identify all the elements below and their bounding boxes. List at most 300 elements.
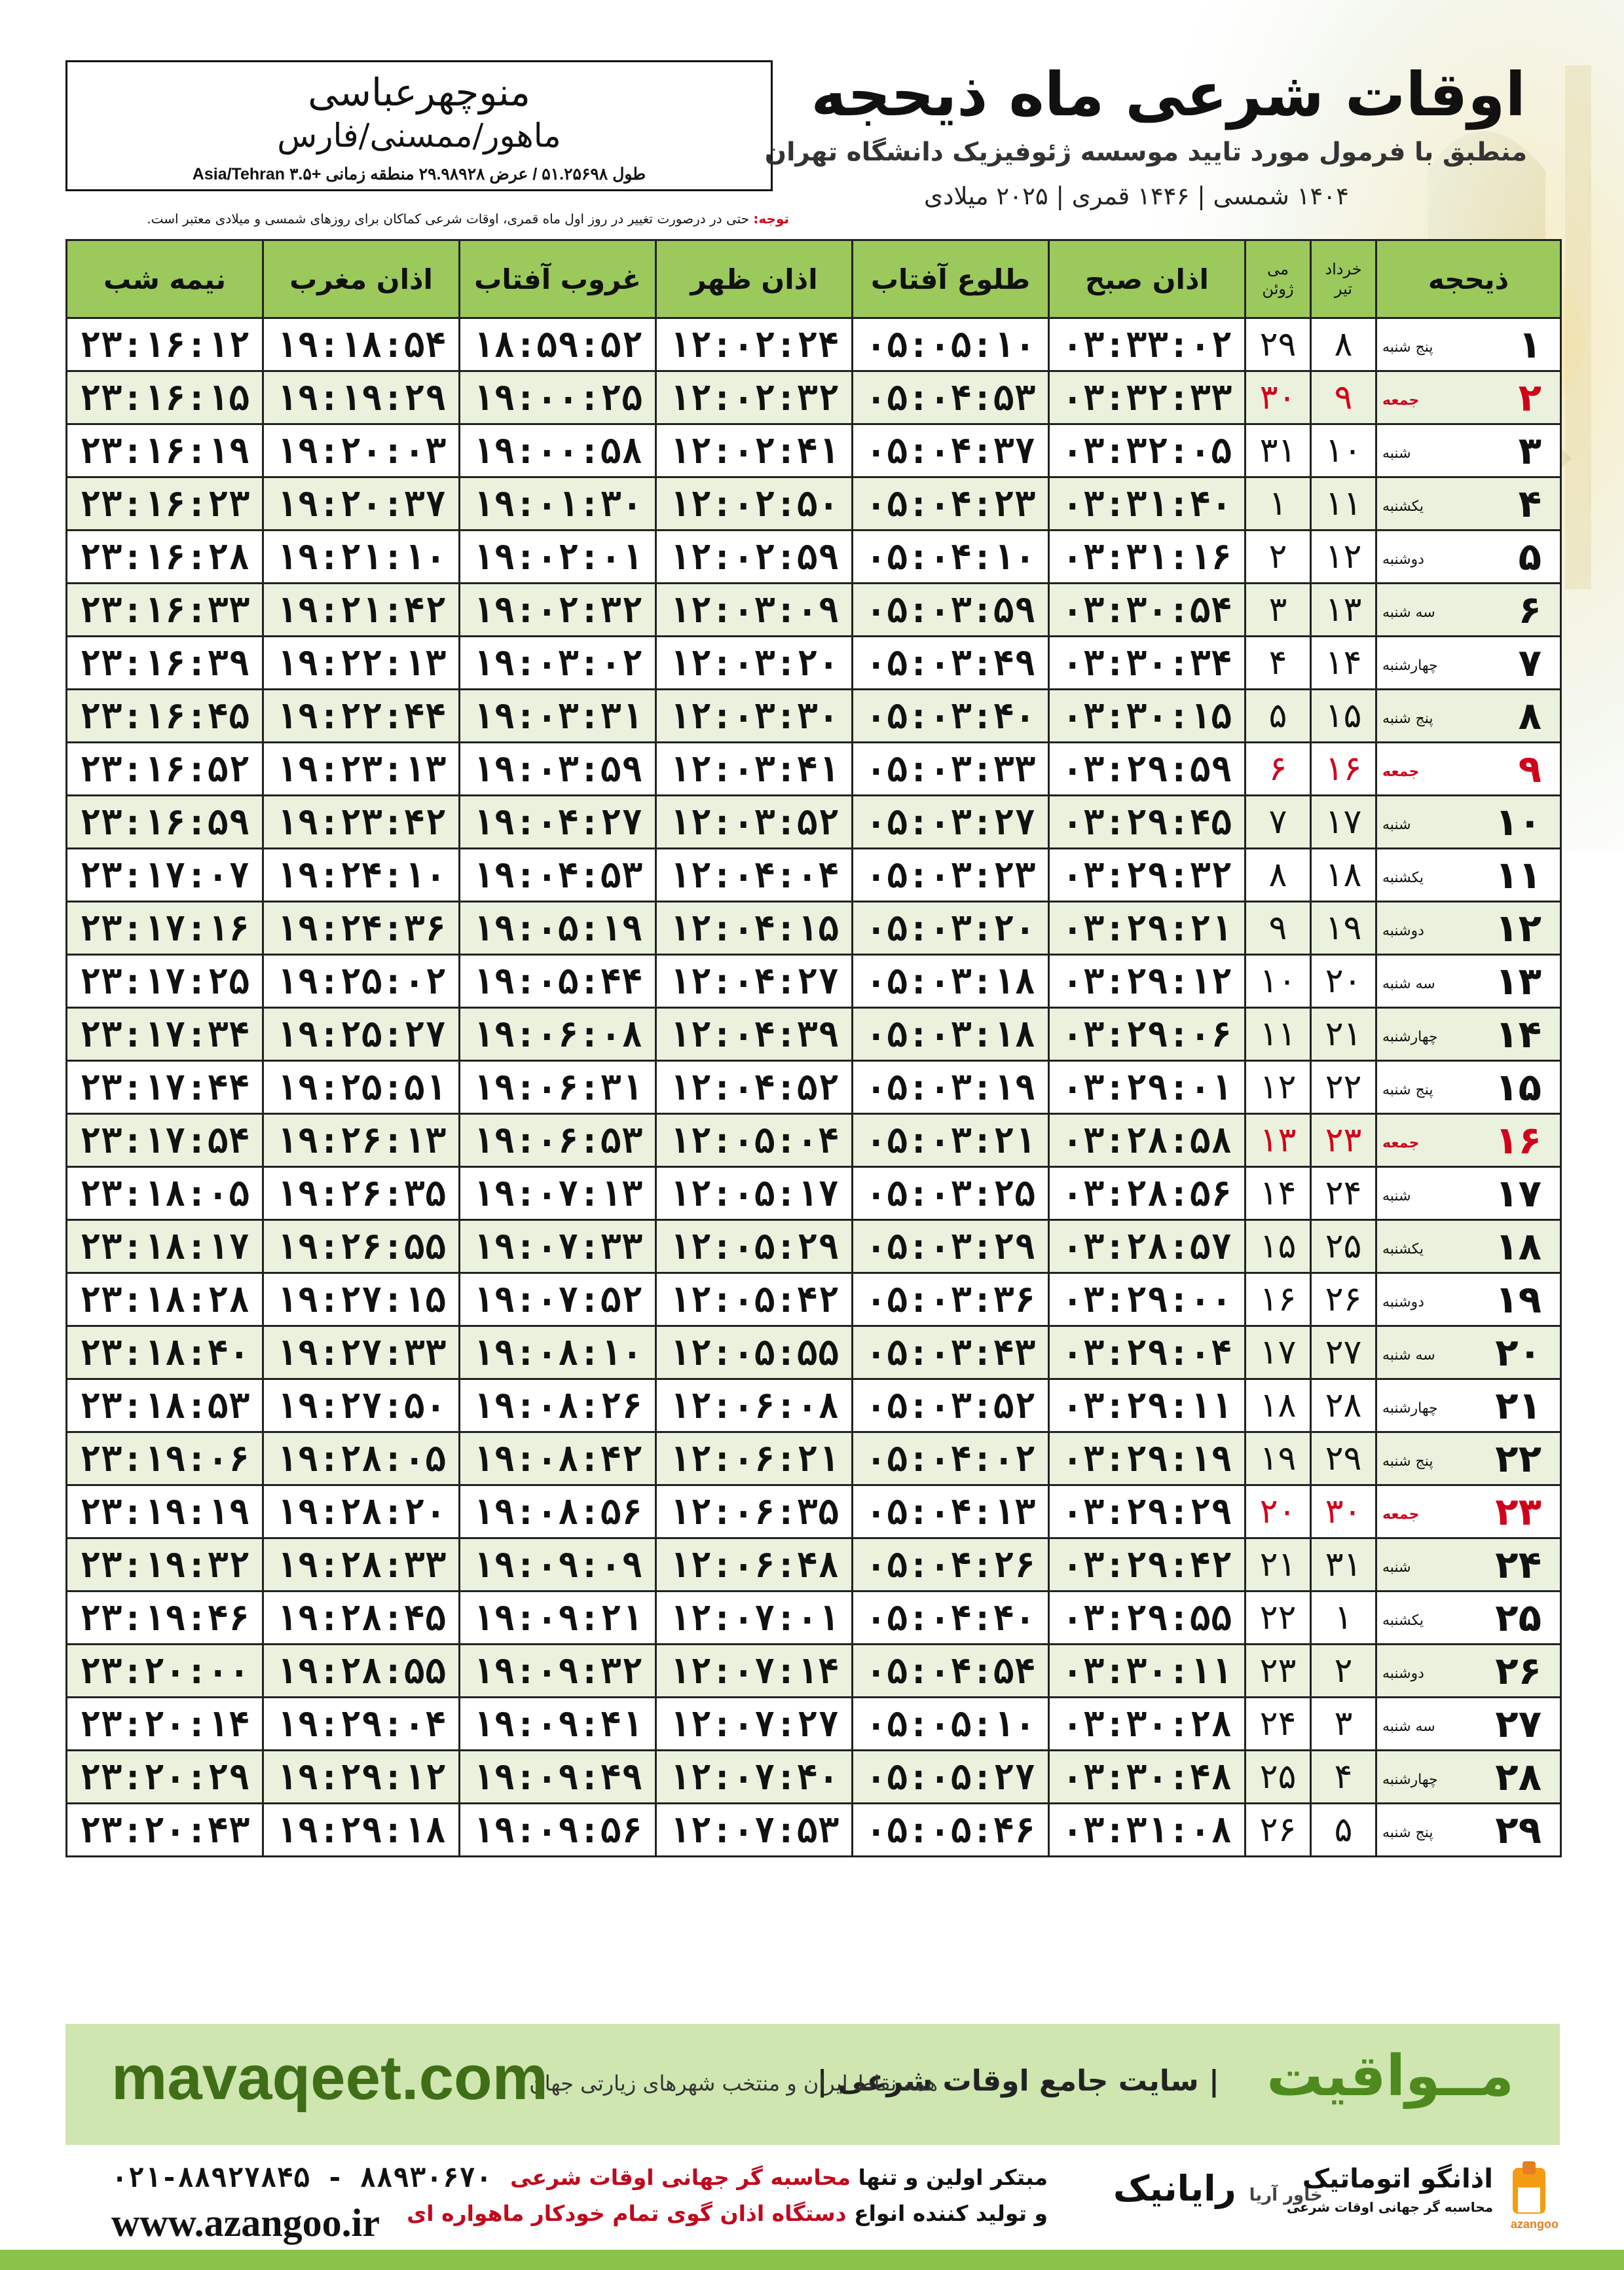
table-row xyxy=(67,743,1561,796)
weekday-label: چهارشنبه xyxy=(1382,1029,1438,1045)
fajr-cell: ۰۳:۲۹:۳۲ xyxy=(1049,849,1246,902)
location-box xyxy=(65,60,773,191)
sunrise-cell: ۰۵:۰۳:۲۹ xyxy=(853,1220,1049,1273)
hijri-day-number: ۸ xyxy=(1518,694,1541,738)
gregorian-day-cell: ۱ xyxy=(1246,477,1311,530)
shamsi-day-cell: ۱۱ xyxy=(1311,477,1376,530)
midnight-cell: ۲۳:۱۹:۰۶ xyxy=(67,1432,263,1485)
shamsi-day-cell: ۱۰ xyxy=(1311,424,1376,477)
midnight-cell: ۲۳:۱۸:۵۳ xyxy=(67,1379,263,1432)
sunset-cell: ۱۹:۰۳:۵۹ xyxy=(460,743,656,796)
hijri-day-number: ۲۲ xyxy=(1495,1436,1541,1481)
maghrib-cell: ۱۹:۲۶:۵۵ xyxy=(263,1220,460,1273)
table-row xyxy=(67,1326,1561,1379)
dhuhr-cell: ۱۲:۰۴:۱۵ xyxy=(656,902,853,955)
col-sunrise: طلوع آفتاب xyxy=(853,240,1049,318)
maghrib-cell: ۱۹:۲۸:۳۳ xyxy=(263,1538,460,1591)
table-row xyxy=(67,477,1561,530)
sunset-cell: ۱۹:۰۷:۱۳ xyxy=(460,1167,656,1220)
fajr-cell: ۰۳:۲۹:۱۹ xyxy=(1049,1432,1246,1485)
hijri-day-cell xyxy=(1376,424,1561,477)
hijri-day-number: ۱ xyxy=(1518,322,1541,367)
fajr-cell: ۰۳:۳۲:۰۵ xyxy=(1049,424,1246,477)
weekday-label: شنبه xyxy=(1382,445,1411,462)
fajr-cell: ۰۳:۳۰:۵۴ xyxy=(1049,584,1246,637)
fajr-cell: ۰۳:۲۹:۵۹ xyxy=(1049,743,1246,796)
midnight-cell: ۲۳:۱۸:۱۷ xyxy=(67,1220,263,1273)
hijri-day-number: ۲۰ xyxy=(1495,1330,1541,1375)
maghrib-cell: ۱۹:۱۸:۵۴ xyxy=(263,318,460,371)
col-dhuhr: اذان ظهر xyxy=(656,240,853,318)
sunrise-cell: ۰۵:۰۴:۵۳ xyxy=(853,371,1049,424)
hijri-day-cell xyxy=(1376,1220,1561,1273)
sunrise-cell: ۰۵:۰۴:۱۳ xyxy=(853,1485,1049,1538)
fajr-cell: ۰۳:۲۸:۵۸ xyxy=(1049,1114,1246,1167)
sunrise-cell: ۰۵:۰۵:۴۶ xyxy=(853,1804,1049,1857)
midnight-cell: ۲۳:۱۷:۲۵ xyxy=(67,955,263,1008)
dhuhr-cell: ۱۲:۰۳:۲۰ xyxy=(656,637,853,690)
fajr-cell: ۰۳:۲۸:۵۶ xyxy=(1049,1167,1246,1220)
shamsi-day-cell: ۲۲ xyxy=(1311,1061,1376,1114)
sunrise-cell: ۰۵:۰۳:۳۳ xyxy=(853,743,1049,796)
weekday-label: سه شنبه xyxy=(1382,605,1435,621)
dhuhr-cell: ۱۲:۰۵:۴۲ xyxy=(656,1273,853,1326)
table-row xyxy=(67,1485,1561,1538)
table-header-row xyxy=(67,240,1561,318)
dhuhr-cell: ۱۲:۰۲:۵۹ xyxy=(656,530,853,584)
sunrise-cell: ۰۵:۰۳:۲۳ xyxy=(853,849,1049,902)
gregorian-day-cell: ۱۷ xyxy=(1246,1326,1311,1379)
col-sunset: غروب آفتاب xyxy=(460,240,656,318)
midnight-cell: ۲۳:۱۶:۵۲ xyxy=(67,743,263,796)
gregorian-day-cell: ۸ xyxy=(1246,849,1311,902)
hijri-day-number: ۷ xyxy=(1518,641,1541,685)
hijri-day-number: ۲۶ xyxy=(1495,1648,1541,1693)
midnight-cell: ۲۳:۱۹:۳۲ xyxy=(67,1538,263,1591)
hijri-day-cell xyxy=(1376,1804,1561,1857)
dhuhr-cell: ۱۲:۰۳:۴۱ xyxy=(656,743,853,796)
weekday-label: جمعه xyxy=(1382,1506,1420,1523)
dhuhr-cell: ۱۲:۰۶:۰۸ xyxy=(656,1379,853,1432)
maghrib-cell: ۱۹:۲۱:۴۲ xyxy=(263,584,460,637)
gregorian-day-cell: ۲۰ xyxy=(1246,1485,1311,1538)
midnight-cell: ۲۳:۱۸:۲۸ xyxy=(67,1273,263,1326)
sunset-cell: ۱۹:۰۹:۵۶ xyxy=(460,1804,656,1857)
website-link[interactable]: www.azangoo.ir xyxy=(111,2201,380,2244)
maghrib-cell: ۱۹:۲۸:۵۵ xyxy=(263,1645,460,1698)
table-row xyxy=(67,1645,1561,1698)
site-url[interactable]: mavaqeet.com xyxy=(111,2043,548,2113)
sunrise-cell: ۰۵:۰۵:۱۰ xyxy=(853,1698,1049,1751)
table-row xyxy=(67,371,1561,424)
hijri-day-number: ۱۶ xyxy=(1495,1118,1541,1163)
midnight-cell: ۲۳:۱۶:۴۵ xyxy=(67,690,263,743)
table-row xyxy=(67,1061,1561,1114)
hijri-day-cell xyxy=(1376,1167,1561,1220)
sunrise-cell: ۰۵:۰۳:۱۸ xyxy=(853,955,1049,1008)
sunrise-cell: ۰۵:۰۵:۱۰ xyxy=(853,318,1049,371)
location-name: منوچهرعباسی xyxy=(308,70,530,115)
shamsi-day-cell: ۴ xyxy=(1311,1751,1376,1804)
dhuhr-cell: ۱۲:۰۳:۳۰ xyxy=(656,690,853,743)
weekday-label: جمعه xyxy=(1382,764,1420,780)
shamsi-day-cell: ۱۲ xyxy=(1311,530,1376,584)
dhuhr-cell: ۱۲:۰۲:۳۲ xyxy=(656,371,853,424)
hijri-day-cell xyxy=(1376,902,1561,955)
hijri-day-cell xyxy=(1376,1538,1561,1591)
brand-name: مــواقیت xyxy=(1266,2043,1514,2109)
sunrise-cell: ۰۵:۰۳:۵۲ xyxy=(853,1379,1049,1432)
gregorian-day-cell: ۲ xyxy=(1246,530,1311,584)
maghrib-cell: ۱۹:۲۳:۱۳ xyxy=(263,743,460,796)
hijri-day-cell xyxy=(1376,1008,1561,1061)
sunset-cell: ۱۹:۰۵:۴۴ xyxy=(460,955,656,1008)
table-row xyxy=(67,1008,1561,1061)
sunset-cell: ۱۹:۰۹:۴۹ xyxy=(460,1751,656,1804)
shamsi-day-cell: ۲۰ xyxy=(1311,955,1376,1008)
table-row xyxy=(67,690,1561,743)
dhuhr-cell: ۱۲:۰۳:۵۲ xyxy=(656,796,853,849)
maghrib-cell: ۱۹:۲۴:۳۶ xyxy=(263,902,460,955)
weekday-label: سه شنبه xyxy=(1382,1347,1435,1364)
shamsi-day-cell: ۲۱ xyxy=(1311,1008,1376,1061)
shamsi-day-cell: ۲۵ xyxy=(1311,1220,1376,1273)
hijri-day-cell xyxy=(1376,796,1561,849)
dhuhr-cell: ۱۲:۰۶:۴۸ xyxy=(656,1538,853,1591)
maghrib-cell: ۱۹:۲۸:۴۵ xyxy=(263,1591,460,1645)
maghrib-cell: ۱۹:۲۲:۴۴ xyxy=(263,690,460,743)
sunrise-cell: ۰۵:۰۳:۲۰ xyxy=(853,902,1049,955)
fajr-cell: ۰۳:۲۹:۰۱ xyxy=(1049,1061,1246,1114)
shamsi-day-cell: ۱۸ xyxy=(1311,849,1376,902)
fajr-cell: ۰۳:۳۰:۱۵ xyxy=(1049,690,1246,743)
shamsi-day-cell: ۱۵ xyxy=(1311,690,1376,743)
midnight-cell: ۲۳:۲۰:۰۰ xyxy=(67,1645,263,1698)
maghrib-cell: ۱۹:۲۲:۱۳ xyxy=(263,637,460,690)
gregorian-day-cell: ۲۱ xyxy=(1246,1538,1311,1591)
sunset-cell: ۱۹:۰۹:۲۱ xyxy=(460,1591,656,1645)
table-row xyxy=(67,1167,1561,1220)
dhuhr-cell: ۱۲:۰۴:۲۷ xyxy=(656,955,853,1008)
dhuhr-cell: ۱۲:۰۷:۴۰ xyxy=(656,1751,853,1804)
shamsi-day-cell: ۱۷ xyxy=(1311,796,1376,849)
fajr-cell: ۰۳:۲۸:۵۷ xyxy=(1049,1220,1246,1273)
weekday-label: چهارشنبه xyxy=(1382,1772,1438,1788)
hijri-day-cell xyxy=(1376,1326,1561,1379)
hijri-day-cell xyxy=(1376,1751,1561,1804)
sunset-cell: ۱۹:۰۲:۰۱ xyxy=(460,530,656,584)
weekday-label: پنج شنبه xyxy=(1382,711,1433,727)
midnight-cell: ۲۳:۱۷:۴۴ xyxy=(67,1061,263,1114)
shamsi-day-cell: ۸ xyxy=(1311,318,1376,371)
fajr-cell: ۰۳:۲۹:۵۵ xyxy=(1049,1591,1246,1645)
gregorian-day-cell: ۱۳ xyxy=(1246,1114,1311,1167)
midnight-cell: ۲۳:۱۶:۵۹ xyxy=(67,796,263,849)
dhuhr-cell: ۱۲:۰۵:۱۷ xyxy=(656,1167,853,1220)
midnight-cell: ۲۳:۱۸:۴۰ xyxy=(67,1326,263,1379)
fajr-cell: ۰۳:۳۰:۴۸ xyxy=(1049,1751,1246,1804)
notice-body: حتی در درصورت تغییر در روز اول ماه قمری، اوقات شرعی کماکان برای روزهای شمسی و میلادی معتبر است. xyxy=(147,211,754,227)
maghrib-cell: ۱۹:۲۶:۱۳ xyxy=(263,1114,460,1167)
gregorian-day-cell: ۲۶ xyxy=(1246,1804,1311,1857)
maghrib-cell: ۱۹:۲۸:۲۰ xyxy=(263,1485,460,1538)
midnight-cell: ۲۳:۱۶:۳۳ xyxy=(67,584,263,637)
weekday-label: سه شنبه xyxy=(1382,976,1435,992)
shamsi-day-cell: ۱ xyxy=(1311,1591,1376,1645)
table-body xyxy=(67,318,1561,1857)
azangoo-logo: اذانگو اتوماتیک محاسبه گر جهانی اوقات شرعی azangoo xyxy=(1310,2161,1559,2233)
sunset-cell: ۱۹:۰۶:۰۸ xyxy=(460,1008,656,1061)
shamsi-day-cell: ۲۳ xyxy=(1311,1114,1376,1167)
midnight-cell: ۲۳:۱۷:۵۴ xyxy=(67,1114,263,1167)
fajr-cell: ۰۳:۲۹:۲۱ xyxy=(1049,902,1246,955)
weekday-label: دوشنبه xyxy=(1382,551,1424,568)
sunrise-cell: ۰۵:۰۳:۳۶ xyxy=(853,1273,1049,1326)
midnight-cell: ۲۳:۱۶:۱۲ xyxy=(67,318,263,371)
hijri-day-number: ۱۵ xyxy=(1495,1065,1541,1109)
sunset-cell: ۱۹:۰۸:۱۰ xyxy=(460,1326,656,1379)
table-row xyxy=(67,1804,1561,1857)
hijri-day-number: ۶ xyxy=(1518,587,1541,632)
sunset-cell: ۱۹:۰۱:۳۰ xyxy=(460,477,656,530)
hijri-day-cell xyxy=(1376,318,1561,371)
hijri-day-cell xyxy=(1376,690,1561,743)
weekday-label: پنج شنبه xyxy=(1382,1825,1433,1841)
weekday-label: شنبه xyxy=(1382,1188,1411,1204)
sunset-cell: ۱۹:۰۶:۳۱ xyxy=(460,1061,656,1114)
hijri-day-number: ۱۴ xyxy=(1495,1012,1541,1056)
col-fajr: اذان صبح xyxy=(1049,240,1246,318)
shamsi-day-cell: ۲۴ xyxy=(1311,1167,1376,1220)
midnight-cell: ۲۳:۱۷:۱۶ xyxy=(67,902,263,955)
hijri-day-number: ۹ xyxy=(1518,747,1541,791)
page-subtitle: منطبق با فرمول مورد تایید موسسه ژئوفیزیک دانشگاه تهران xyxy=(764,138,1527,167)
table-row xyxy=(67,1751,1561,1804)
sunset-cell: ۱۹:۰۸:۵۶ xyxy=(460,1485,656,1538)
maghrib-cell: ۱۹:۲۷:۵۰ xyxy=(263,1379,460,1432)
gregorian-day-cell: ۲۵ xyxy=(1246,1751,1311,1804)
gregorian-day-cell: ۱۱ xyxy=(1246,1008,1311,1061)
maghrib-cell: ۱۹:۲۸:۰۵ xyxy=(263,1432,460,1485)
maghrib-cell: ۱۹:۲۰:۳۷ xyxy=(263,477,460,530)
table-row xyxy=(67,1273,1561,1326)
sunset-cell: ۱۹:۰۸:۴۲ xyxy=(460,1432,656,1485)
sunrise-cell: ۰۵:۰۵:۲۷ xyxy=(853,1751,1049,1804)
sunrise-cell: ۰۵:۰۴:۰۲ xyxy=(853,1432,1049,1485)
sunset-cell: ۱۹:۰۷:۵۲ xyxy=(460,1273,656,1326)
sunrise-cell: ۰۵:۰۴:۱۰ xyxy=(853,530,1049,584)
hijri-day-number: ۲۳ xyxy=(1495,1489,1541,1534)
shamsi-day-cell: ۱۶ xyxy=(1311,743,1376,796)
table-row xyxy=(67,1379,1561,1432)
gregorian-day-cell: ۲۳ xyxy=(1246,1645,1311,1698)
hijri-day-cell xyxy=(1376,743,1561,796)
fajr-cell: ۰۳:۳۲:۳۳ xyxy=(1049,371,1246,424)
table-row xyxy=(67,637,1561,690)
sunset-cell: ۱۹:۰۷:۳۳ xyxy=(460,1220,656,1273)
hijri-day-cell xyxy=(1376,1485,1561,1538)
weekday-label: جمعه xyxy=(1382,1135,1420,1151)
weekday-label: شنبه xyxy=(1382,817,1411,833)
calendar-years: ۱۴۰۴ شمسی | ۱۴۴۶ قمری | ۲۰۲۵ میلادی xyxy=(924,182,1349,210)
hijri-day-number: ۴ xyxy=(1518,481,1541,526)
sunrise-cell: ۰۵:۰۳:۲۷ xyxy=(853,796,1049,849)
notice-label: توجه: xyxy=(753,211,789,227)
sunset-cell: ۱۹:۰۹:۴۱ xyxy=(460,1698,656,1751)
sunset-cell: ۱۹:۰۹:۰۹ xyxy=(460,1538,656,1591)
dhuhr-cell: ۱۲:۰۴:۳۹ xyxy=(656,1008,853,1061)
hijri-day-number: ۲۹ xyxy=(1495,1808,1541,1852)
maghrib-cell: ۱۹:۲۷:۳۳ xyxy=(263,1326,460,1379)
hijri-day-cell xyxy=(1376,1698,1561,1751)
midnight-cell: ۲۳:۱۶:۱۹ xyxy=(67,424,263,477)
dhuhr-cell: ۱۲:۰۲:۲۴ xyxy=(656,318,853,371)
sunrise-cell: ۰۵:۰۳:۴۰ xyxy=(853,690,1049,743)
gregorian-day-cell: ۱۲ xyxy=(1246,1061,1311,1114)
weekday-label: پنج شنبه xyxy=(1382,339,1433,356)
hijri-day-cell xyxy=(1376,584,1561,637)
midnight-cell: ۲۳:۱۶:۳۹ xyxy=(67,637,263,690)
gregorian-day-cell: ۱۰ xyxy=(1246,955,1311,1008)
shamsi-day-cell: ۲۸ xyxy=(1311,1379,1376,1432)
fajr-cell: ۰۳:۲۹:۴۵ xyxy=(1049,796,1246,849)
sunset-cell: ۱۹:۰۶:۵۳ xyxy=(460,1114,656,1167)
midnight-cell: ۲۳:۱۶:۱۵ xyxy=(67,371,263,424)
fajr-cell: ۰۳:۳۰:۱۱ xyxy=(1049,1645,1246,1698)
sunset-cell: ۱۹:۰۰:۵۸ xyxy=(460,424,656,477)
shamsi-day-cell: ۲۷ xyxy=(1311,1326,1376,1379)
hijri-day-cell xyxy=(1376,1379,1561,1432)
sunrise-cell: ۰۵:۰۴:۵۴ xyxy=(853,1645,1049,1698)
hijri-day-cell xyxy=(1376,1114,1561,1167)
fajr-cell: ۰۳:۳۳:۰۲ xyxy=(1049,318,1246,371)
location-region: ماهور/ممسنی/فارس xyxy=(277,117,561,155)
maghrib-cell: ۱۹:۲۰:۰۳ xyxy=(263,424,460,477)
promo-line-2: و تولید کننده انواع دستگاه اذان گوی تمام خودکار ماهواره ای xyxy=(407,2201,1048,2226)
hijri-day-number: ۲۴ xyxy=(1495,1542,1541,1587)
hijri-day-number: ۱۱ xyxy=(1495,853,1541,897)
gregorian-day-cell: ۱۸ xyxy=(1246,1379,1311,1432)
hijri-day-cell xyxy=(1376,849,1561,902)
col-maghrib: اذان مغرب xyxy=(263,240,460,318)
hijri-day-cell xyxy=(1376,1432,1561,1485)
hijri-day-cell xyxy=(1376,477,1561,530)
sunset-cell: ۱۹:۰۴:۲۷ xyxy=(460,796,656,849)
weekday-label: چهارشنبه xyxy=(1382,658,1438,674)
sunrise-cell: ۰۵:۰۳:۴۳ xyxy=(853,1326,1049,1379)
sunset-cell: ۱۹:۰۵:۱۹ xyxy=(460,902,656,955)
midnight-cell: ۲۳:۲۰:۲۹ xyxy=(67,1751,263,1804)
dhuhr-cell: ۱۲:۰۷:۰۱ xyxy=(656,1591,853,1645)
gregorian-day-cell: ۳ xyxy=(1246,584,1311,637)
dhuhr-cell: ۱۲:۰۲:۵۰ xyxy=(656,477,853,530)
shamsi-day-cell: ۲۶ xyxy=(1311,1273,1376,1326)
table-row xyxy=(67,955,1561,1008)
col-gregorian: می ژوئن xyxy=(1246,240,1311,318)
fajr-cell: ۰۳:۲۹:۴۲ xyxy=(1049,1538,1246,1591)
table-row xyxy=(67,530,1561,584)
gregorian-day-cell: ۲۴ xyxy=(1246,1698,1311,1751)
maghrib-cell: ۱۹:۲۷:۱۵ xyxy=(263,1273,460,1326)
fajr-cell: ۰۳:۳۱:۱۶ xyxy=(1049,530,1246,584)
table-row xyxy=(67,1114,1561,1167)
midnight-cell: ۲۳:۱۹:۱۹ xyxy=(67,1485,263,1538)
table-row xyxy=(67,584,1561,637)
hijri-day-number: ۱۷ xyxy=(1495,1171,1541,1216)
table-row xyxy=(67,1591,1561,1645)
dhuhr-cell: ۱۲:۰۴:۰۴ xyxy=(656,849,853,902)
location-coordinates: طول ۵۱.۲۵۶۹۸ / عرض ۲۹.۹۸۹۲۸ منطقه زمانی +۳.۵ Asia/Tehran xyxy=(192,165,646,183)
gregorian-day-cell: ۲۹ xyxy=(1246,318,1311,371)
table-row xyxy=(67,1538,1561,1591)
gregorian-day-cell: ۳۱ xyxy=(1246,424,1311,477)
shamsi-day-cell: ۳۰ xyxy=(1311,1485,1376,1538)
sunrise-cell: ۰۵:۰۴:۳۷ xyxy=(853,424,1049,477)
hijri-day-number: ۱۰ xyxy=(1495,800,1541,844)
hijri-day-number: ۱۸ xyxy=(1495,1224,1541,1269)
weekday-label: جمعه xyxy=(1382,392,1420,409)
sunrise-cell: ۰۵:۰۴:۴۰ xyxy=(853,1591,1049,1645)
gregorian-day-cell: ۵ xyxy=(1246,690,1311,743)
weekday-label: دوشنبه xyxy=(1382,1665,1424,1682)
weekday-label: سه شنبه xyxy=(1382,1719,1435,1735)
brand-tagline: | سایت جامع اوقات شرعی | xyxy=(817,2064,1219,2098)
gregorian-day-cell: ۱۵ xyxy=(1246,1220,1311,1273)
dhuhr-cell: ۱۲:۰۵:۲۹ xyxy=(656,1220,853,1273)
fajr-cell: ۰۳:۳۰:۳۴ xyxy=(1049,637,1246,690)
weekday-label: پنج شنبه xyxy=(1382,1453,1433,1470)
col-shamsi: خرداد تیر xyxy=(1311,240,1376,318)
sunset-cell: ۱۹:۰۳:۳۱ xyxy=(460,690,656,743)
promo-line-1: مبتکر اولین و تنها محاسبه گر جهانی اوقات شرعی xyxy=(510,2165,1048,2190)
dhuhr-cell: ۱۲:۰۵:۵۵ xyxy=(656,1326,853,1379)
dhuhr-cell: ۱۲:۰۲:۴۱ xyxy=(656,424,853,477)
sunrise-cell: ۰۵:۰۴:۲۶ xyxy=(853,1538,1049,1591)
gregorian-day-cell: ۲۲ xyxy=(1246,1591,1311,1645)
notice-text xyxy=(62,211,789,227)
gregorian-day-cell: ۴ xyxy=(1246,637,1311,690)
weekday-label: پنج شنبه xyxy=(1382,1082,1433,1098)
gregorian-day-cell: ۳۰ xyxy=(1246,371,1311,424)
weekday-label: دوشنبه xyxy=(1382,923,1424,939)
sunset-cell: ۱۹:۰۸:۲۶ xyxy=(460,1379,656,1432)
sunrise-cell: ۰۵:۰۳:۲۵ xyxy=(853,1167,1049,1220)
table-row xyxy=(67,1220,1561,1273)
shamsi-day-cell: ۳۱ xyxy=(1311,1538,1376,1591)
sunrise-cell: ۰۵:۰۳:۱۸ xyxy=(853,1008,1049,1061)
sunrise-cell: ۰۵:۰۳:۲۱ xyxy=(853,1114,1049,1167)
gregorian-day-cell: ۷ xyxy=(1246,796,1311,849)
table-row xyxy=(67,1698,1561,1751)
table-row xyxy=(67,1432,1561,1485)
dhuhr-cell: ۱۲:۰۶:۲۱ xyxy=(656,1432,853,1485)
maghrib-cell: ۱۹:۲۵:۵۱ xyxy=(263,1061,460,1114)
maghrib-cell: ۱۹:۲۴:۱۰ xyxy=(263,849,460,902)
maghrib-cell: ۱۹:۲۳:۴۲ xyxy=(263,796,460,849)
maghrib-cell: ۱۹:۲۶:۳۵ xyxy=(263,1167,460,1220)
gregorian-day-cell: ۱۴ xyxy=(1246,1167,1311,1220)
maghrib-cell: ۱۹:۲۱:۱۰ xyxy=(263,530,460,584)
hijri-day-number: ۱۳ xyxy=(1495,959,1541,1003)
hijri-day-number: ۲۸ xyxy=(1495,1755,1541,1799)
midnight-cell: ۲۳:۲۰:۴۳ xyxy=(67,1804,263,1857)
footer-banner xyxy=(65,2024,1560,2145)
weekday-label: دوشنبه xyxy=(1382,1294,1424,1311)
midnight-cell: ۲۳:۲۰:۱۴ xyxy=(67,1698,263,1751)
shamsi-day-cell: ۳ xyxy=(1311,1698,1376,1751)
dhuhr-cell: ۱۲:۰۷:۲۷ xyxy=(656,1698,853,1751)
fajr-cell: ۰۳:۲۹:۱۱ xyxy=(1049,1379,1246,1432)
